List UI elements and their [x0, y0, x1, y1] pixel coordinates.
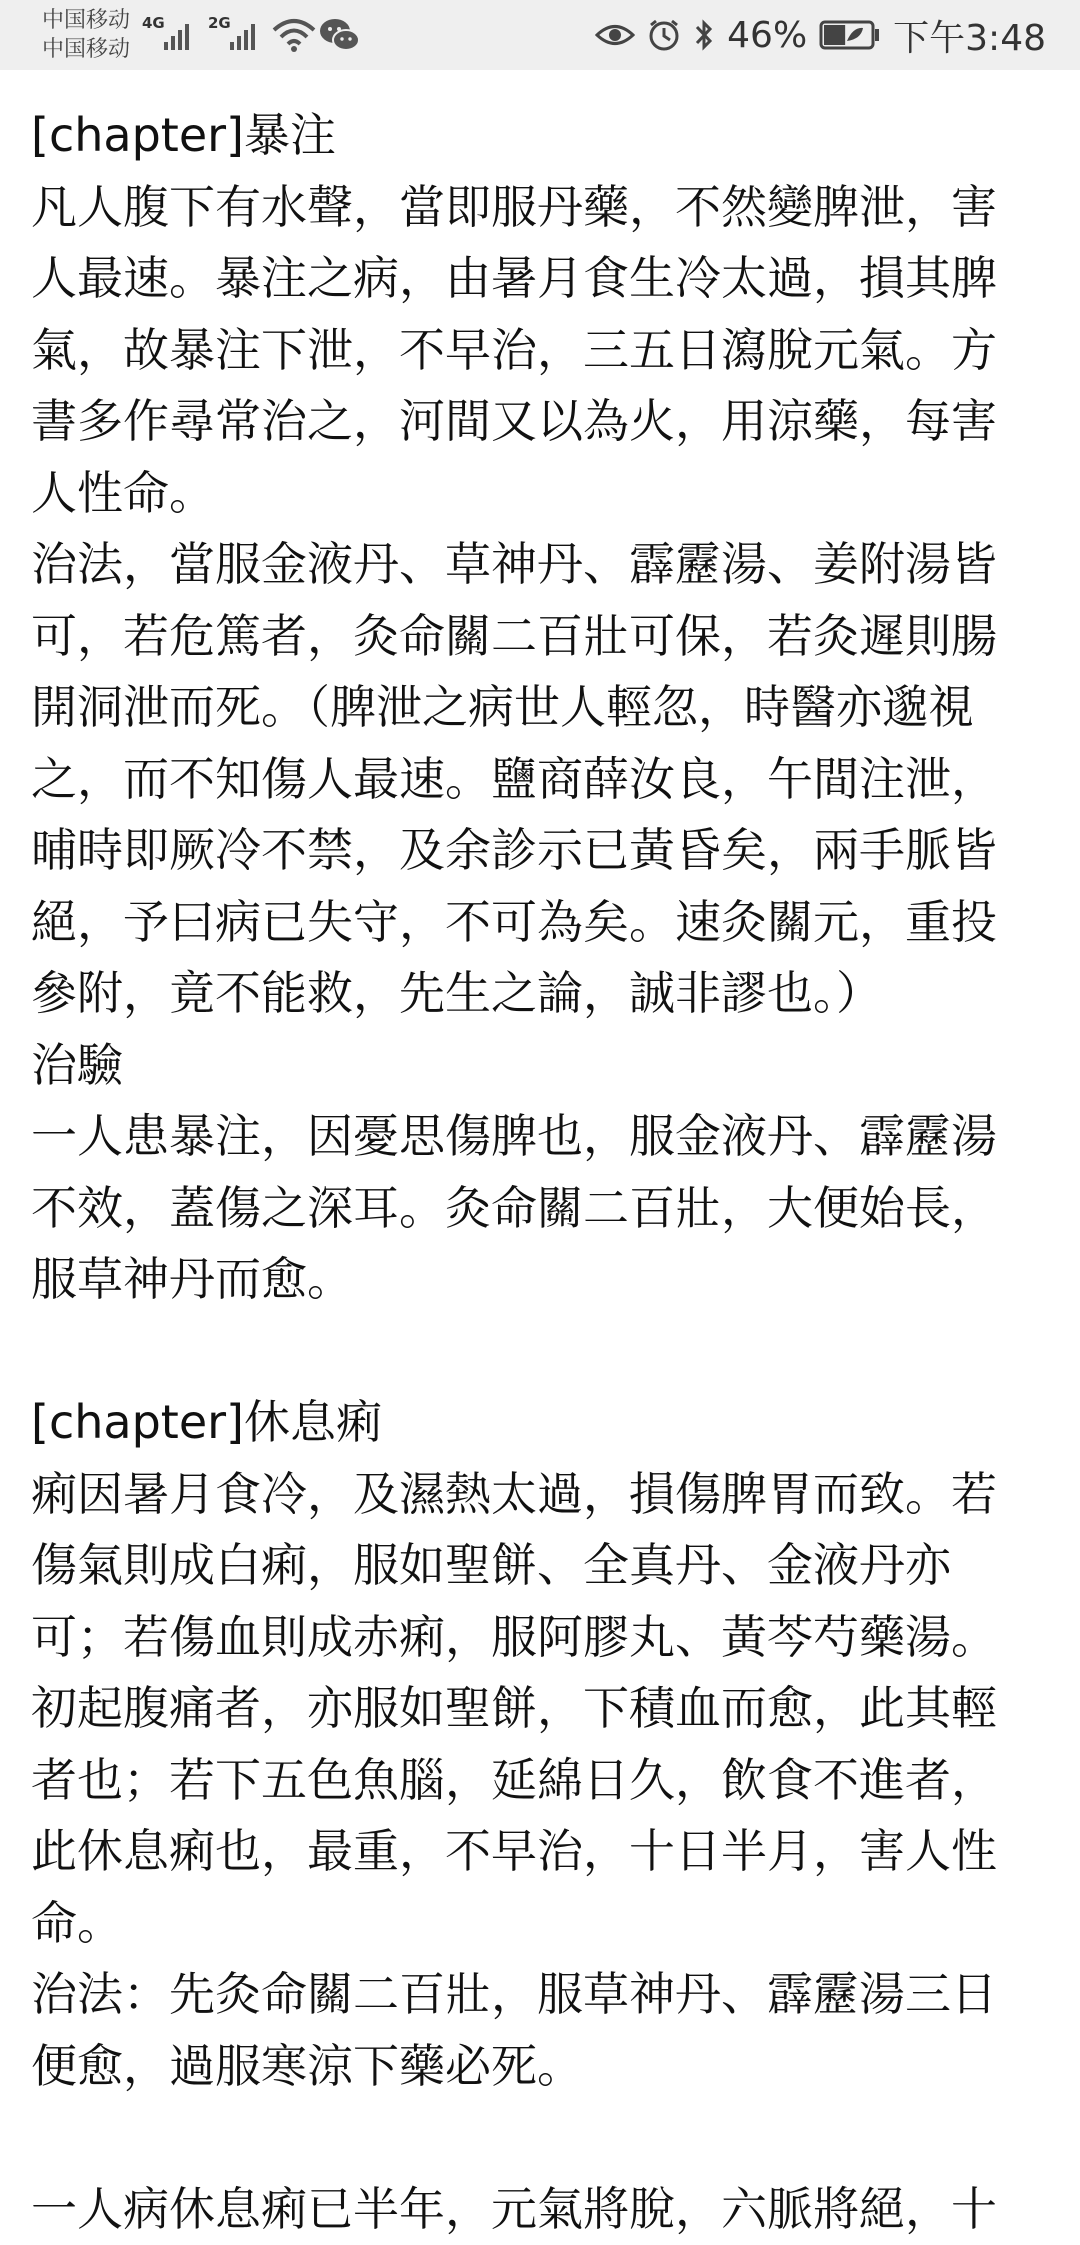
- text-line: 參附，竟不能救，先生之論，誠非謬也。）: [31, 958, 1055, 1030]
- text-line: 之，而不知傷人最速。鹽商薛汝良，午間注泄，: [31, 744, 1055, 816]
- blank-line: [31, 2102, 1055, 2174]
- signal-1: [142, 14, 202, 54]
- status-bar: [0, 0, 1080, 70]
- battery-icon: [819, 19, 881, 51]
- text-line: 一人病休息痢已半年，元氣將脫，六脈將絕，十: [31, 2174, 1055, 2245]
- text-line: 一人患暴注，因憂思傷脾也，服金液丹、霹靂湯: [31, 1101, 1055, 1173]
- text-line: 傷氣則成白痢，服如聖餅、全真丹、金液丹亦: [31, 1530, 1055, 1602]
- text-line: 氣，故暴注下泄，不早治，三五日瀉脫元氣。方: [31, 315, 1055, 387]
- battery-percent: 46%: [727, 15, 807, 56]
- text-line: 初起腹痛者，亦服如聖餅，下積血而愈，此其輕: [31, 1673, 1055, 1745]
- text-line: 書多作尋常治之，河間又以為火，用涼藥，每害: [31, 386, 1055, 458]
- text-line: 服草神丹而愈。: [31, 1244, 1055, 1316]
- text-line: 命。: [31, 1888, 1055, 1960]
- text-line: 痢因暑月食冷，及濕熱太過，損傷脾胃而致。若: [31, 1459, 1055, 1531]
- alarm-icon: [647, 18, 681, 52]
- signal-2: [208, 14, 268, 54]
- text-line: 治法：先灸命關二百壯，服草神丹、霹靂湯三日: [31, 1959, 1055, 2031]
- signal-icon: [142, 14, 202, 54]
- carrier-1: 中国移动: [42, 6, 130, 35]
- wifi-icon: [272, 16, 316, 56]
- text-line: 人最速。暴注之病，由暑月食生冷太過，損其脾: [31, 243, 1055, 315]
- network-type-1: 4G: [142, 14, 165, 32]
- text-line: 凡人腹下有水聲，當即服丹藥，不然變脾泄，害: [31, 172, 1055, 244]
- signal-icon: [208, 14, 268, 54]
- text-line: 可；若傷血則成赤痢，服阿膠丸、黃芩芍藥湯。: [31, 1602, 1055, 1674]
- blank-line: [31, 1316, 1055, 1388]
- wechat-icon: [318, 16, 362, 56]
- text-line: 開洞泄而死。（脾泄之病世人輕忽，時醫亦邈視: [31, 672, 1055, 744]
- text-line: 治驗: [31, 1030, 1055, 1102]
- chapter-heading: [chapter]暴注: [31, 100, 1055, 172]
- text-line: 便愈，過服寒涼下藥必死。: [31, 2031, 1055, 2103]
- eye-icon: [595, 20, 635, 50]
- carrier-2: 中国移动: [42, 35, 130, 64]
- text-line: 者也；若下五色魚腦，延綿日久，飲食不進者，: [31, 1745, 1055, 1817]
- chapter-heading: [chapter]休息痢: [31, 1387, 1055, 1459]
- network-type-2: 2G: [208, 14, 231, 32]
- text-line: 絕，予曰病已失守，不可為矣。速灸關元，重投: [31, 887, 1055, 959]
- article-body: [31, 100, 1055, 2245]
- text-line: 治法，當服金液丹、草神丹、霹靂湯、姜附湯皆: [31, 529, 1055, 601]
- text-line: 人性命。: [31, 458, 1055, 530]
- text-line: 晡時即厥冷不禁，及余診示已黃昏矣，兩手脈皆: [31, 815, 1055, 887]
- text-line: 不效，蓋傷之深耳。灸命關二百壯，大便始長，: [31, 1173, 1055, 1245]
- bluetooth-icon: [693, 17, 715, 53]
- carrier-labels: [42, 6, 130, 64]
- status-right: [595, 0, 1046, 70]
- clock: 下午3:48: [893, 10, 1046, 61]
- text-line: 此休息痢也，最重，不早治，十日半月，害人性: [31, 1816, 1055, 1888]
- text-line: 可，若危篤者，灸命關二百壯可保，若灸遲則腸: [31, 601, 1055, 673]
